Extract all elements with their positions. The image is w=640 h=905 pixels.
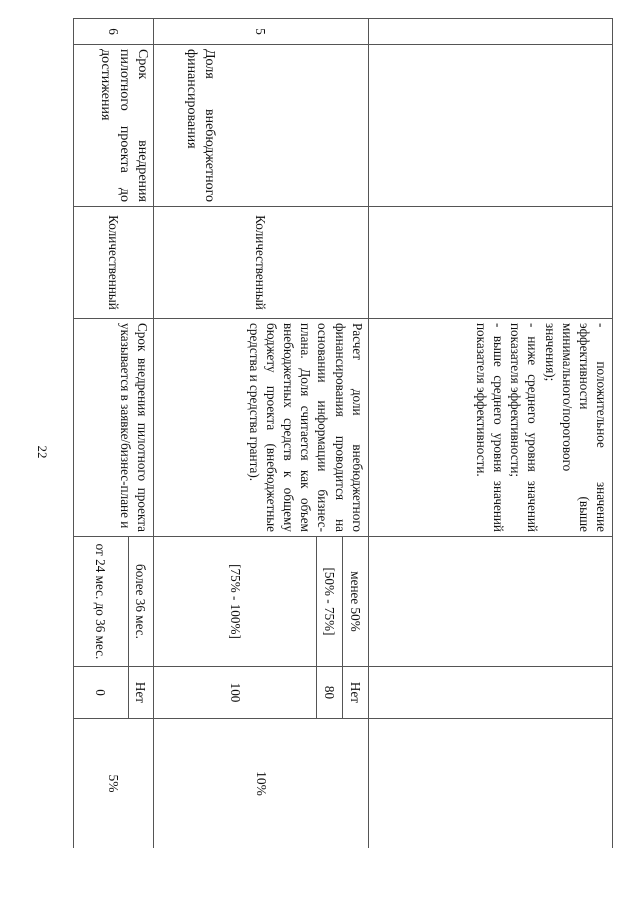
row-number-cell [368, 19, 612, 45]
criteria-table [73, 18, 613, 848]
value-score-cell: Нет [342, 667, 368, 719]
criterion-description-cell [368, 319, 612, 537]
table-row [342, 19, 368, 849]
criterion-type-cell [368, 207, 612, 319]
value-range-cell: [50% - 75%] [317, 537, 343, 667]
criterion-type-cell: Количественный [74, 207, 154, 319]
value-score-cell: 0 [74, 667, 129, 719]
value-score-cell: 80 [317, 667, 343, 719]
value-range-cell: от 24 мес. до 36 мес. [74, 537, 129, 667]
value-range-cell: [75% - 100%] [153, 537, 316, 667]
criterion-name-cell [368, 45, 612, 207]
weight-cell [368, 719, 612, 849]
criterion-name-cell: Срок внедрения пилотного проекта до достижения [74, 45, 154, 207]
page-number: 22 [35, 445, 50, 459]
row-number-cell: 6 [74, 19, 154, 45]
weight-cell: 10% [153, 719, 368, 849]
weight-cell: 5% [74, 719, 154, 849]
table-row-continuation [368, 19, 612, 849]
value-score-cell [368, 667, 612, 719]
value-range-cell: менее 50% [342, 537, 368, 667]
description-line: - ниже среднего уровня значений показателя эффективности; [508, 323, 541, 532]
criteria-table-rotated [73, 18, 613, 848]
criterion-description-cell: Срок внедрения пилотного проекта указывается в заявке/бизнес-плане и [74, 319, 154, 537]
value-range-cell [368, 537, 612, 667]
table-row [128, 19, 153, 849]
value-range-cell: более 36 мес. [128, 537, 153, 667]
description-line: - выше среднего уровня значений показателя эффективности. [473, 323, 507, 532]
criteria-table-container [73, 18, 613, 848]
row-number-cell: 5 [153, 19, 368, 45]
criterion-type-cell: Количественный [153, 207, 368, 319]
value-score-cell: Нет [128, 667, 153, 719]
criterion-description-cell: Расчет доли внебюджетного финансирования проводится на основании информации бизнес-плана. Доля считается как объем внебюджетных средств к общему бюджету проекта (внебюджетные средства и средства гранта). [153, 319, 368, 537]
criterion-name-cell: Доля внебюджетного финансирования [153, 45, 368, 207]
value-score-cell: 100 [153, 667, 316, 719]
description-line: - положительное значение эффективности (выше минимального/порогового значения); [542, 323, 609, 532]
